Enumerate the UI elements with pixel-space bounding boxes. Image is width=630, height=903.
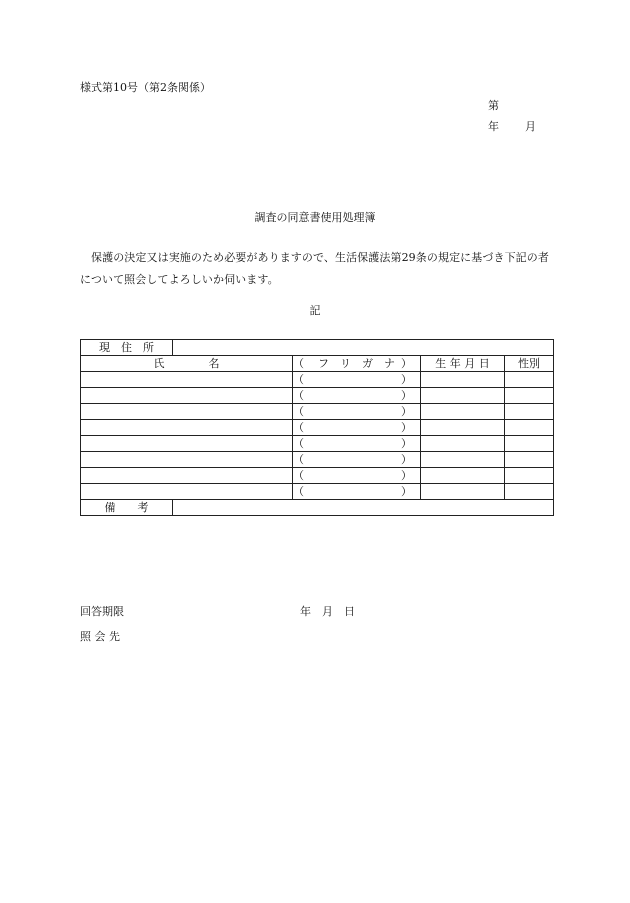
- birthdate-cell[interactable]: [421, 388, 505, 404]
- furigana-close-paren: ）: [401, 405, 412, 418]
- table-row: [81, 468, 554, 484]
- name-cell[interactable]: [81, 436, 293, 452]
- sex-cell[interactable]: [505, 388, 554, 404]
- name-cell[interactable]: [81, 404, 293, 420]
- birthdate-cell[interactable]: [421, 436, 505, 452]
- furigana-open-paren: （: [293, 469, 304, 482]
- furigana-cell[interactable]: [293, 452, 421, 468]
- sex-cell[interactable]: [505, 452, 554, 468]
- table-row: [81, 484, 554, 500]
- furigana-open-paren: （: [293, 437, 304, 450]
- furigana-header: [293, 356, 421, 372]
- request-text: 保護の決定又は実施のため必要がありますので、生活保護法第29条の規定に基づき下記の者について照会してよろしいか伺います。: [80, 251, 549, 286]
- contact-label: 照 会 先: [80, 630, 120, 643]
- birthdate-cell[interactable]: [421, 404, 505, 420]
- table-row: [81, 420, 554, 436]
- furigana-header-label: フ リ ガ ナ: [318, 356, 395, 370]
- table-row: [81, 372, 554, 388]
- birthdate-cell[interactable]: [421, 468, 505, 484]
- sex-cell[interactable]: [505, 436, 554, 452]
- sex-cell[interactable]: [505, 420, 554, 436]
- page-title: 調査の同意書使用処理簿: [254, 211, 376, 224]
- sex-cell[interactable]: [505, 484, 554, 500]
- birthdate-cell[interactable]: [421, 484, 505, 500]
- birthdate-cell[interactable]: [421, 452, 505, 468]
- table-row: [81, 404, 554, 420]
- name-cell[interactable]: [81, 420, 293, 436]
- sex-cell[interactable]: [505, 404, 554, 420]
- furigana-close-paren: ）: [401, 485, 412, 498]
- furigana-cell[interactable]: [293, 420, 421, 436]
- name-cell[interactable]: [81, 452, 293, 468]
- furigana-close-paren: ）: [401, 357, 412, 370]
- ki-heading: 記: [309, 304, 321, 317]
- furigana-cell[interactable]: [293, 372, 421, 388]
- furigana-open-paren: （: [293, 453, 304, 466]
- header-row: [81, 356, 554, 372]
- form-number: 様式第10号（第2条関係）: [80, 81, 211, 94]
- furigana-close-paren: ）: [401, 469, 412, 482]
- furigana-open-paren: （: [293, 405, 304, 418]
- sex-cell[interactable]: [505, 372, 554, 388]
- furigana-close-paren: ）: [401, 453, 412, 466]
- table-row: [81, 436, 554, 452]
- date-year: 年: [488, 120, 499, 133]
- furigana-cell[interactable]: [293, 404, 421, 420]
- furigana-open-paren: （: [293, 485, 304, 498]
- document-date: [488, 121, 536, 132]
- document-number: 第: [488, 99, 499, 112]
- furigana-open-paren: （: [293, 357, 304, 370]
- address-field[interactable]: [173, 340, 554, 356]
- furigana-close-paren: ）: [401, 437, 412, 450]
- remarks-field[interactable]: [173, 500, 554, 516]
- remarks-row: [81, 500, 554, 516]
- address-label: 現 住 所: [81, 340, 173, 356]
- furigana-close-paren: ）: [401, 389, 412, 402]
- reply-deadline-label: 回答期限: [80, 605, 124, 618]
- name-cell[interactable]: [81, 372, 293, 388]
- reply-deadline-date: 年 月 日: [300, 605, 355, 618]
- subject-table: [80, 339, 554, 516]
- name-header: 氏 名: [81, 356, 293, 372]
- birthdate-cell[interactable]: [421, 420, 505, 436]
- name-cell[interactable]: [81, 388, 293, 404]
- furigana-cell[interactable]: [293, 468, 421, 484]
- furigana-open-paren: （: [293, 421, 304, 434]
- table-row: [81, 452, 554, 468]
- name-cell[interactable]: [81, 484, 293, 500]
- furigana-close-paren: ）: [401, 421, 412, 434]
- furigana-cell[interactable]: [293, 484, 421, 500]
- sex-header: 性別: [505, 356, 554, 372]
- sex-cell[interactable]: [505, 468, 554, 484]
- remarks-label: 備 考: [81, 500, 173, 516]
- date-month: 月: [525, 120, 536, 133]
- address-row: [81, 340, 554, 356]
- furigana-cell[interactable]: [293, 436, 421, 452]
- furigana-close-paren: ）: [401, 373, 412, 386]
- name-cell[interactable]: [81, 468, 293, 484]
- furigana-open-paren: （: [293, 389, 304, 402]
- table-row: [81, 388, 554, 404]
- furigana-cell[interactable]: [293, 388, 421, 404]
- birthdate-header: 生 年 月 日: [421, 356, 505, 372]
- furigana-open-paren: （: [293, 373, 304, 386]
- birthdate-cell[interactable]: [421, 372, 505, 388]
